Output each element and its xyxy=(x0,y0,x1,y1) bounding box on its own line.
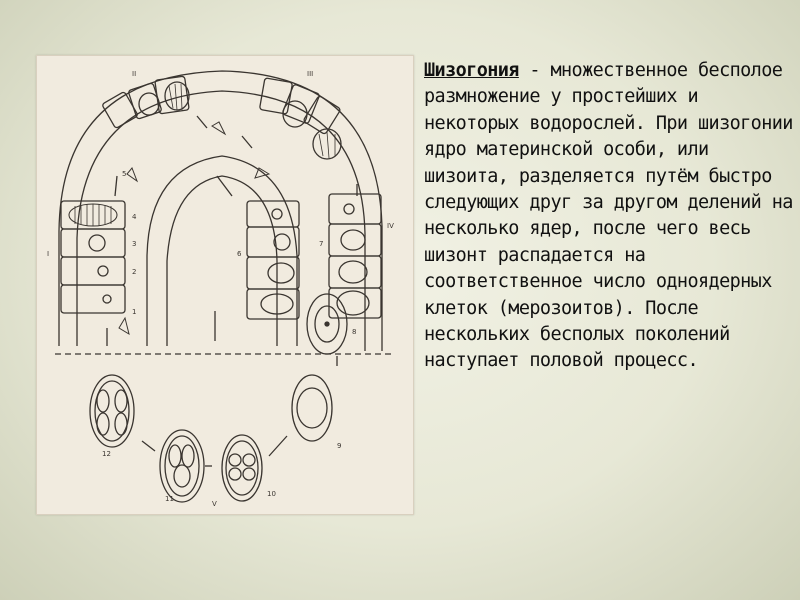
label-6: 6 xyxy=(237,250,242,258)
diagram-svg xyxy=(37,56,413,514)
schizogony-diagram xyxy=(36,55,414,515)
label-2: 2 xyxy=(132,268,137,276)
label-roman-IV: IV xyxy=(387,222,394,230)
definition-text xyxy=(424,58,794,375)
term-schizogony: Шизогония xyxy=(424,60,519,81)
label-roman-II: II xyxy=(132,70,137,78)
label-12: 12 xyxy=(102,450,111,458)
label-7: 7 xyxy=(319,240,324,248)
label-5: 5 xyxy=(122,170,127,178)
label-roman-V: V xyxy=(212,500,217,508)
definition-body: - множественное бесполое размножение у простейших и некоторых водорослей. При шизогонии ядро материнской особи, или шизоита, разделяется путём быстро следующих друг за другом делений на несколько ядер, после чего весь шизонт распадается на соответственное число одноядерных клеток (мерозоитов). После нескольких бесполых поколений наступает половой процесс. xyxy=(424,60,793,372)
label-8: 8 xyxy=(352,328,357,336)
label-roman-I: I xyxy=(47,250,50,258)
intestine-lumen-wall xyxy=(147,156,297,346)
label-1: 1 xyxy=(132,308,137,316)
label-11: 11 xyxy=(165,495,174,503)
label-10: 10 xyxy=(267,490,276,498)
label-9: 9 xyxy=(337,442,342,450)
label-3: 3 xyxy=(132,240,137,248)
label-roman-III: III xyxy=(307,70,314,78)
label-4: 4 xyxy=(132,213,137,221)
